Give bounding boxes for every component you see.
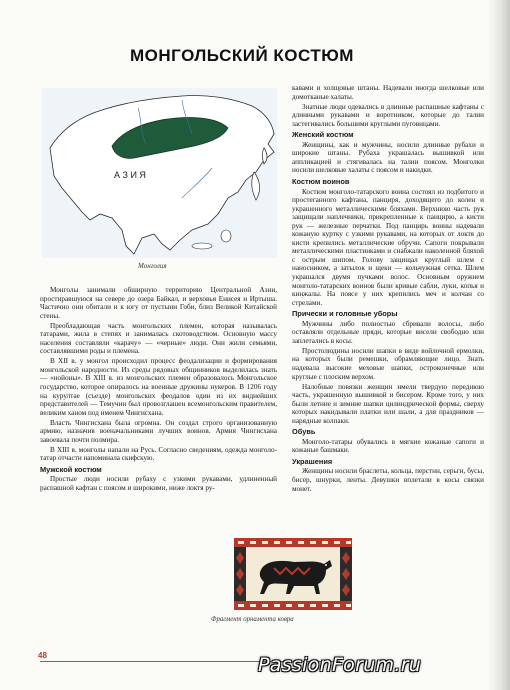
paragraph: Монголо-татары обувались в мягкие кожаные сапоги и кожаные башмаки. xyxy=(292,437,484,455)
paragraph: Костюм монголо-татарского воина состоял из подбитого и простеганного кафтана, панциря, доходящего до колен и украшенного металлическими бляхами. Верхнюю часть рук защищали наплечники, прикрепленные к панцирю, а кисти рук — железные перчатки. Под панцирь воины надевали кожаную куртку с узкими рукавами, на которых от локтя до кисти крепились металлические обручи. Сапоги покрывали металлическими пластинками и снабжали наколенной бляхой с острым шипом. Голову защищал круглый шлем с наносником, а затылок и щеки — кольчужная сетка. Шлем украшался двумя пучками волос. Основным оружием монголо-татарских воинов были кривые сабли, луки, копья и кинжалы. На поясе у них крепились меч и колчан со стрелами. xyxy=(292,187,484,307)
paragraph: Власть Чингисхана была огромна. Он создал строго организованную армию, назначив военачальниками лучших воинов. Армия Чингисхана завоевала почти полмира. xyxy=(40,418,277,444)
paragraph: Налобные повязки женщин имели твердую переднюю часть, украшенную вышивкой и бисером. Кроме того, у них были летние и зимние шапки цилиндрической формы, сверху которых накидывали платки или шали, а для праздников — нарядные колпаки. xyxy=(292,382,484,425)
heading-mens-costume: Мужской костюм xyxy=(40,464,102,474)
heading-footwear: Обувь xyxy=(292,427,316,437)
paragraph: В XIII в. монголы напали на Русь. Согласно сведениям, одежда монголо-татар отчасти напоминала скифскую. xyxy=(40,445,277,463)
paragraph: Преобладающая часть монгольских племен, которая называлась татарами, жила в степях и занималась скотоводством. Основную массу населения составляли «карачу» — «черные» люди. Они жили семьями, составлявшими роды и племена. xyxy=(40,321,277,356)
paragraph: Женщины, как и мужчины, носили длинные рубахи и широкие штаны. Рубаха украшалась вышивкой или аппликацией и стягивалась на талии поясом. Монголки носили шелковые халаты с поясом и накидки. xyxy=(292,140,484,175)
paragraph: Простые люди носили рубаху с узкими рукавами, удлиненный распашной кафтан с поясом и широкими, ниже локтя ру- xyxy=(40,475,277,493)
paragraph: кавами и холщовые штаны. Надевали иногда шелковые или домотканые халаты. xyxy=(292,84,484,101)
carpet-ornament-image xyxy=(234,538,352,610)
right-column xyxy=(292,84,484,528)
paragraph: Знатные люди одевались в длинные распашные кафтаны с длинными рукавами и воротником, которые до талии застегивались большими круглыми пуговицами. xyxy=(292,102,484,128)
page-number: 48 xyxy=(38,651,47,660)
paragraph: Простолюдины носили шапки в виде войлочной ермолки, на которых были ремешки, обрамляющие лицо. Знать надевала высокие меховые шапки, остроконечные или круглые с плоским верхом. xyxy=(292,346,484,381)
watermark-text: PassionForum.ru xyxy=(258,654,422,676)
page-spine-shadow xyxy=(488,0,510,690)
heading-womens-costume: Женский костюм xyxy=(292,130,354,140)
map-caption: Монголия xyxy=(138,262,167,270)
heading-warriors-costume: Костюм воинов xyxy=(292,176,350,186)
heading-hairstyles: Прически и головные уборы xyxy=(292,309,398,319)
paragraph: В XII в. у монгол происходил процесс феодализации и формирования монгольской народности. Из среды рядовых общинников выделилась знать — «нойоны». В XIII в. из монгольских племен образовалось Монгольское государство, которое опиралось на военные дружины нукеров. В 1206 году на курултае (съезде) монгольских феодалов один из их виднейших представителей — Темучин был провозглашен всемонгольским правителем, великим ханом под именем Чингисхана. xyxy=(40,357,277,417)
paragraph: Мужчины либо полностью сбривали волосы, либо оставляли отдельные пряди, которые висели свободно или заплетались в косы. xyxy=(292,319,484,345)
paragraph: Женщины носили браслеты, кольца, перстни, серьги, бусы, бисер, шнурки, ленты. Девушки вплетали в косы связки монет. xyxy=(292,467,484,493)
map-label-asia: А З И Я xyxy=(114,170,146,180)
heading-jewelry: Украшения xyxy=(292,456,333,466)
paragraph: Монголы занимали обширную территорию Центральной Азии, простиравшуюся на севере до озера Байкал, и верховья Енисея и Иртыша. Частично они обитали и к югу от пустыни Гоби, близ Великой Китайской стены. xyxy=(40,286,277,320)
asia-map xyxy=(42,88,277,258)
left-column xyxy=(40,286,277,526)
ornament-caption: Фрагмент орнамента ковра xyxy=(211,616,294,623)
page-title: МОНГОЛЬСКИЙ КОСТЮМ xyxy=(130,46,354,65)
